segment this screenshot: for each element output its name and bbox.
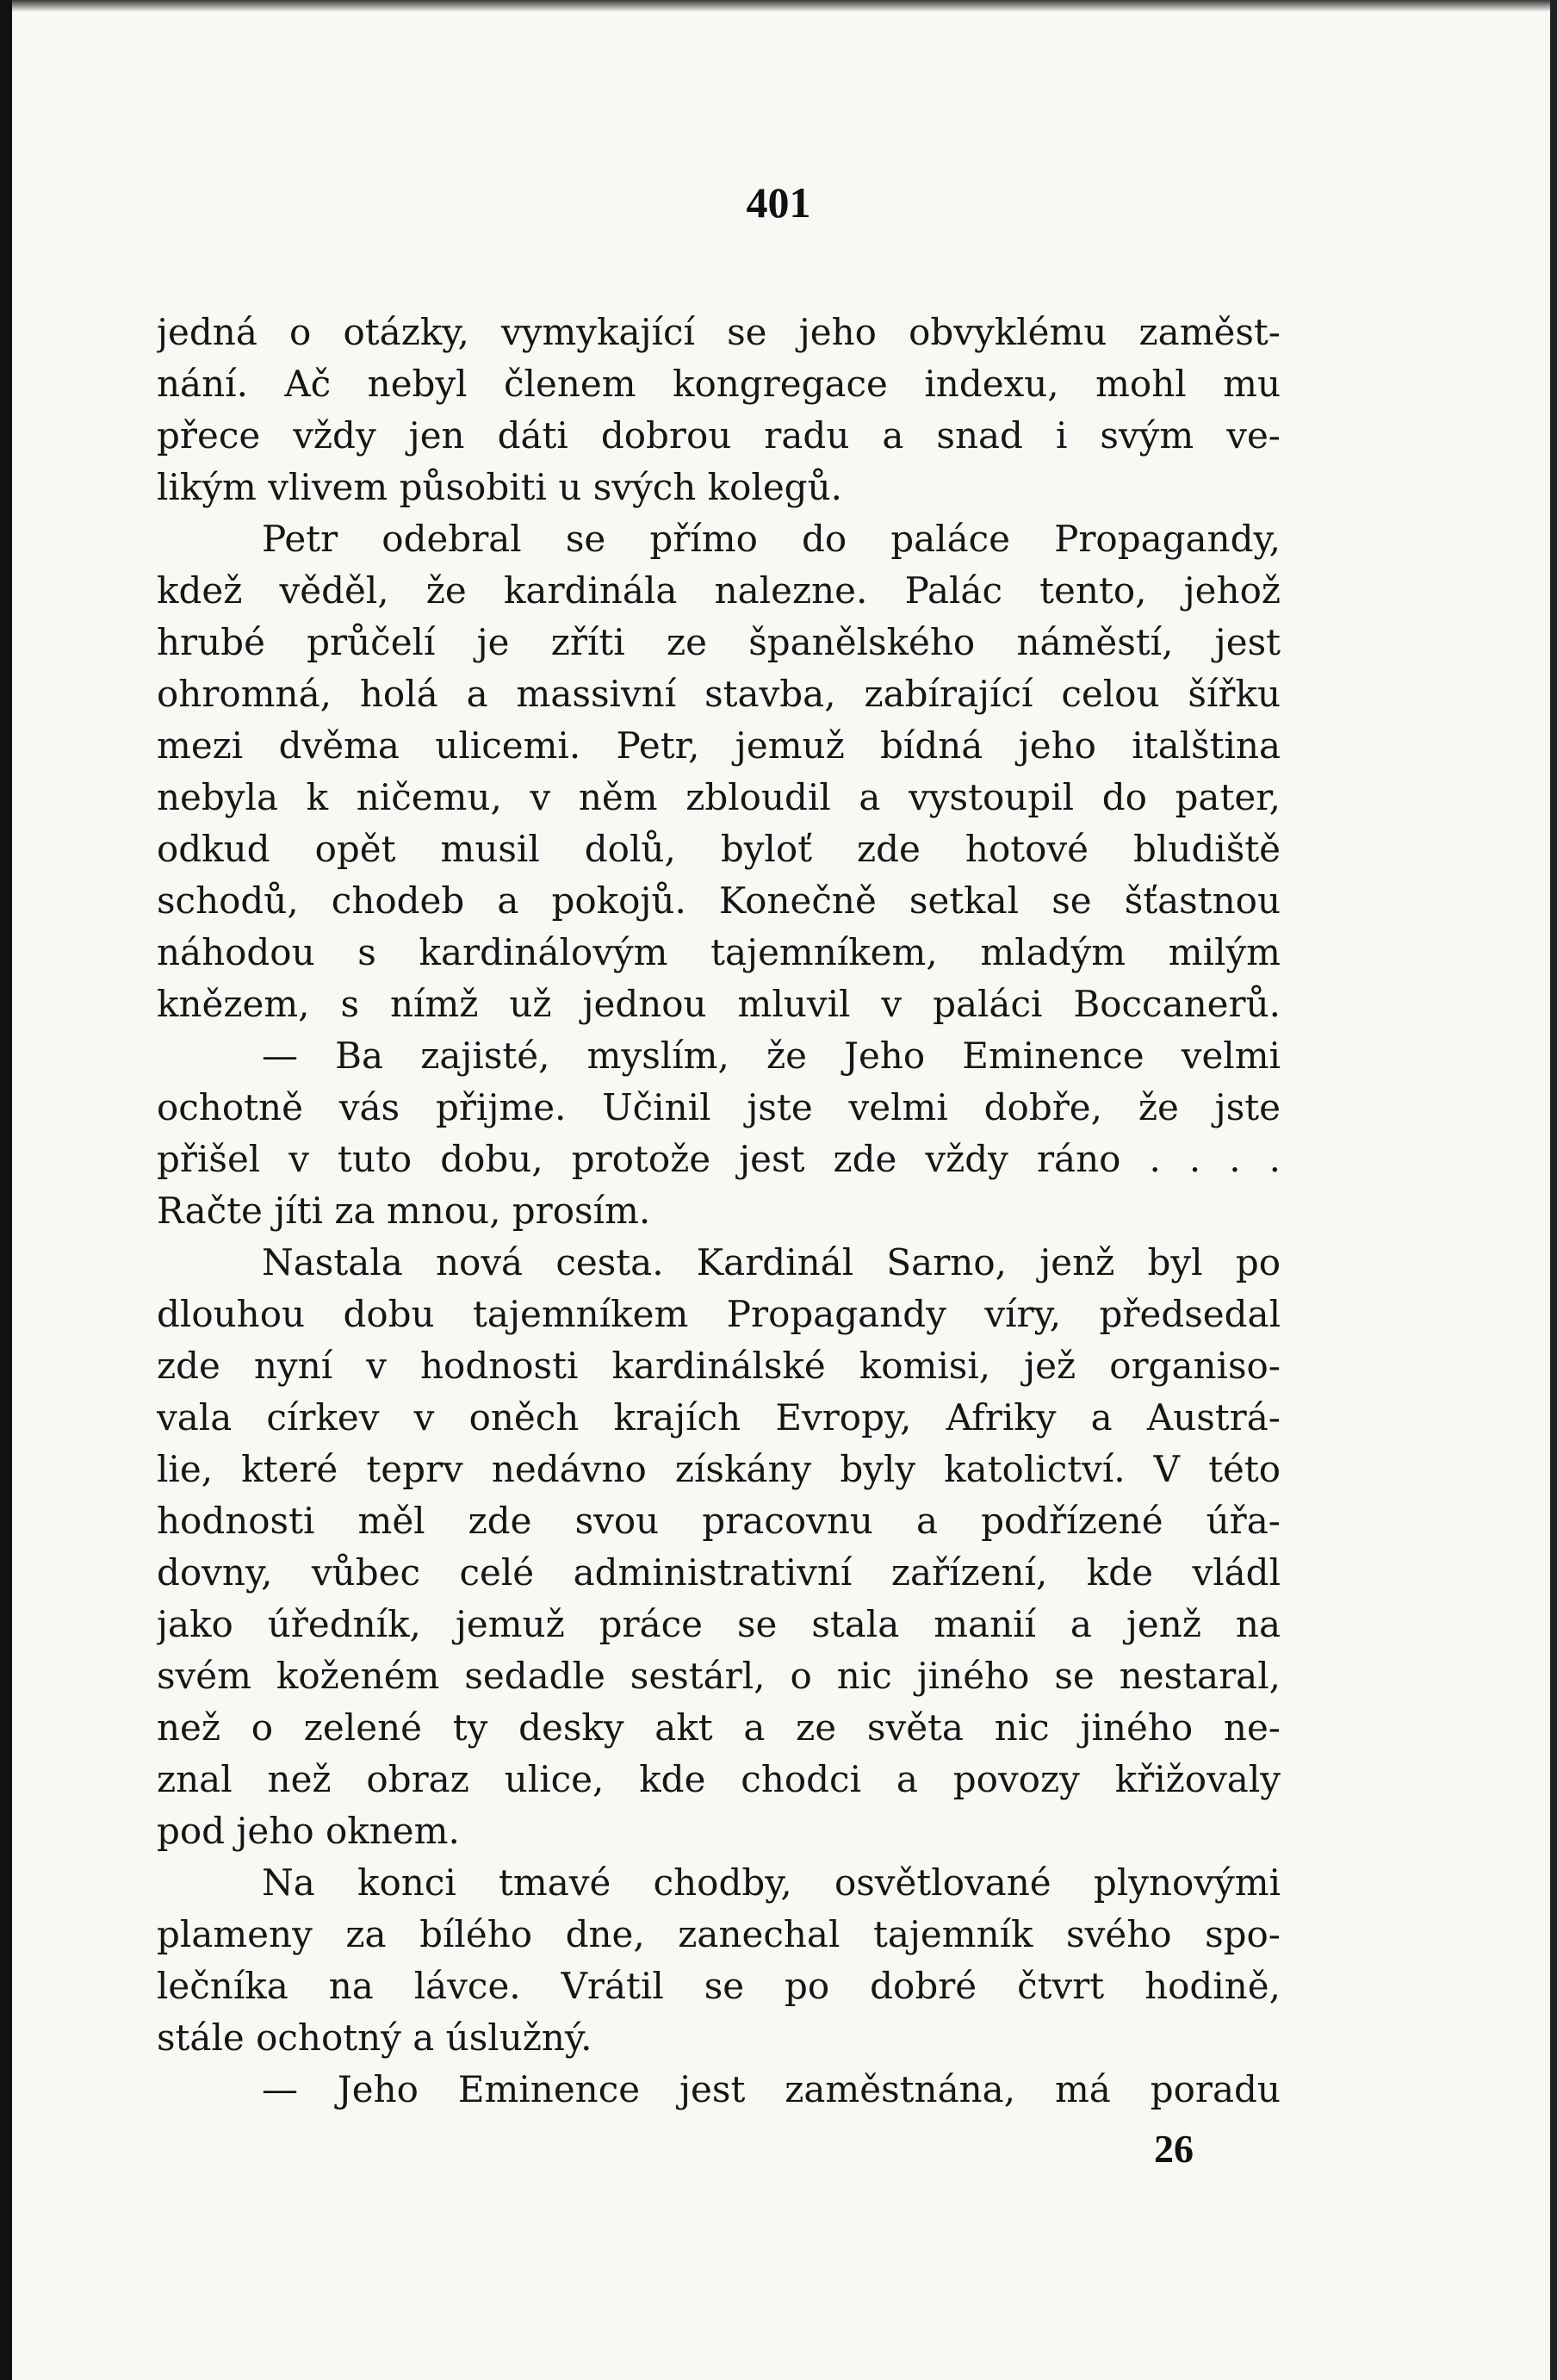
text-line: plameny za bílého dne, zanechal tajemník svého spo- (157, 1913, 1281, 1955)
text-line: svém koženém sedadle sestárl, o nic jiného se nestaral, (157, 1655, 1281, 1697)
text-line: — Ba zajisté, myslím, že Jeho Eminence velmi (262, 1035, 1281, 1077)
page-right-edge (1550, 0, 1557, 2380)
text-line: Račte jíti za mnou, prosím. (157, 1190, 651, 1232)
text-line: Petr odebral se přímo do paláce Propagandy, (262, 518, 1281, 560)
text-line: jedná o otázky, vymykající se jeho obvyklému zaměst- (157, 311, 1281, 353)
text-line: dlouhou dobu tajemníkem Propagandy víry, předsedal (157, 1293, 1281, 1335)
text-line: hodnosti měl zde svou pracovnu a podřízené úřa- (157, 1500, 1281, 1542)
page-top-edge (12, 0, 1557, 12)
text-line: přece vždy jen dáti dobrou radu a snad i svým ve- (157, 414, 1281, 457)
text-line: ohromná, holá a massivní stavba, zabírající celou šířku (157, 673, 1281, 715)
text-line: knězem, s nímž už jednou mluvil v paláci Boccanerů. (157, 983, 1281, 1025)
text-line: mezi dvěma ulicemi. Petr, jemuž bídná jeho italština (157, 724, 1281, 767)
text-line: náhodou s kardinálovým tajemníkem, mladým milým (157, 931, 1281, 973)
text-line: pod jeho oknem. (157, 1810, 460, 1852)
text-line: znal než obraz ulice, kde chodci a povozy křižovaly (157, 1758, 1281, 1800)
text-line: dovny, vůbec celé administrativní zařízení, kde vládl (157, 1551, 1281, 1594)
text-line: zde nyní v hodnosti kardinálské komisi, jež organiso- (157, 1345, 1281, 1387)
text-line: vala církev v oněch krajích Evropy, Afriky a Austrá- (157, 1396, 1281, 1439)
page-left-edge (0, 0, 12, 2380)
text-line: — Jeho Eminence jest zaměstnána, má poradu (262, 2068, 1281, 2110)
text-line: ochotně vás přijme. Učinil jste velmi dobře, že jste (157, 1086, 1281, 1128)
text-line: Na konci tmavé chodby, osvětlované plynovými (262, 1861, 1281, 1904)
text-line: hrubé průčelí je zříti ze španělského náměstí, jest (157, 621, 1281, 663)
text-line: schodů, chodeb a pokojů. Konečně setkal se šťastnou (157, 879, 1281, 922)
text-line: Nastala nová cesta. Kardinál Sarno, jenž byl po (262, 1241, 1281, 1283)
text-line: likým vlivem působiti u svých kolegů. (157, 466, 842, 508)
text-line: kdež věděl, že kardinála nalezne. Palác tento, jehož (157, 569, 1281, 612)
text-line: nání. Ač nebyl členem kongregace indexu, mohl mu (157, 363, 1281, 405)
text-line: nebyla k ničemu, v něm zbloudil a vystoupil do pater, (157, 776, 1281, 818)
text-line: jako úředník, jemuž práce se stala manií a jenž na (157, 1603, 1281, 1645)
body-text (157, 307, 1281, 2116)
text-line: přišel v tuto dobu, protože jest zde vždy ráno . . . . (157, 1138, 1281, 1180)
printer-signature-mark: 26 (1154, 2127, 1194, 2171)
text-line: odkud opět musil dolů, byloť zde hotové bludiště (157, 828, 1281, 870)
text-line: než o zelené ty desky akt a ze světa nic jiného ne- (157, 1706, 1281, 1749)
text-line: lečníka na lávce. Vrátil se po dobré čtvrt hodině, (157, 1965, 1281, 2007)
text-line: stále ochotný a úslužný. (157, 2016, 592, 2059)
page-number: 401 (746, 178, 811, 227)
text-line: lie, které teprv nedávno získány byly katolictví. V této (157, 1448, 1281, 1490)
